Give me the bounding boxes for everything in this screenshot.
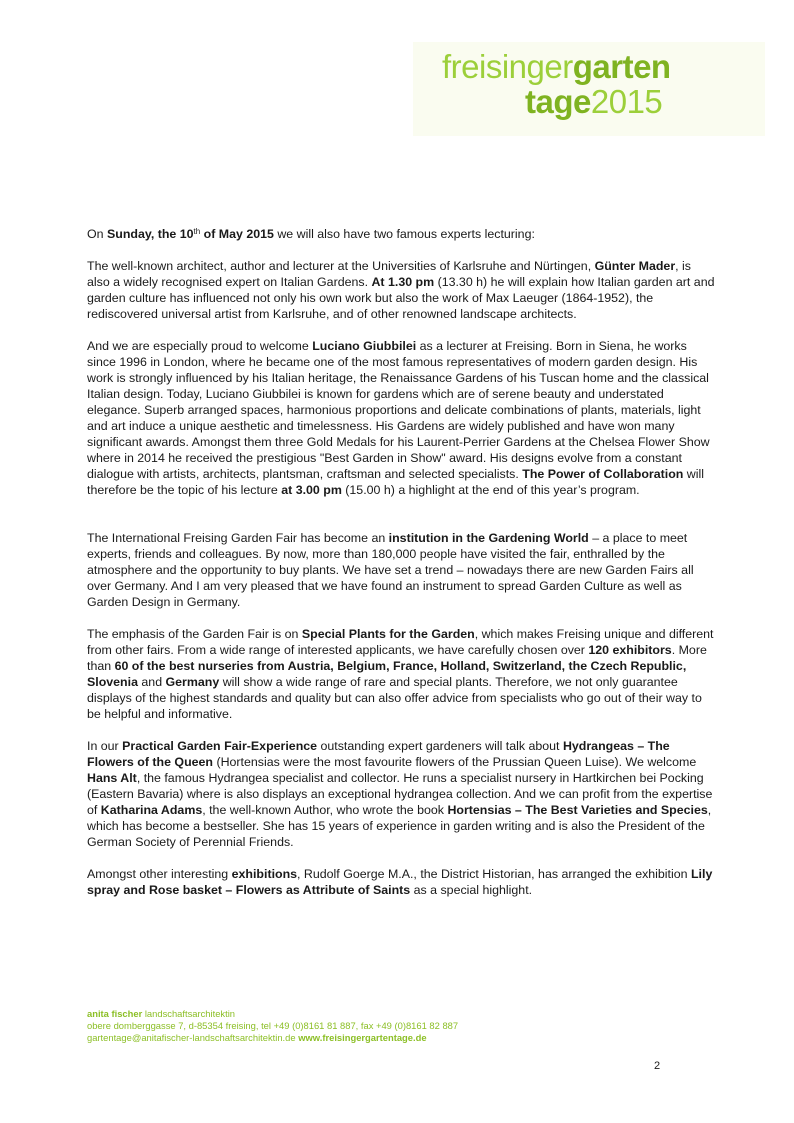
text: as a lecturer at Freising. Born in Siena, he works since 1996 in London, where he became one of the most famous representatives of modern garden design. His work is strongly influenced by his Italian heritage, the Renaissance Gardens of his Tuscan home and the classical Italian design. Today, Luciano Giubbilei is known for gardens which are of serene beauty and understated elegance. Superb arranged spaces, harmonious proportions and delicate combinations of plants, materials, light and art induce a unique aesthetic and timelessness. His Gardens are widely published and have won many significant awards. Amongst them three Gold Medals for his Laurent-Perrier Gardens at the Chelsea Flower Show where in 2014 he received the prestigious "Best Garden in Show" award. His designs evolve from a constant dialogue with artists, architects, plantsman, craftsman and selected specialists. [87,339,710,481]
logo-line-1 [442,50,671,83]
exhibition-title: Lily spray and Rose basket – Flowers as Attribute of Saints [87,867,713,897]
footer-contact-line [87,1032,458,1044]
paragraph-luciano-giubbilei [87,338,717,498]
text: (Hortensias were the most favourite flowers of the Prussian Queen Luise). We welcome [213,755,697,769]
text: (15.00 h) a highlight at the end of this year’s program. [341,483,640,497]
date-highlight: Sunday, the 10 [106,227,194,241]
text: , the well-known Author, who wrote the book [202,803,448,817]
footer-name: anita fischer [87,1008,143,1019]
lecture-title: The Power of Collaboration [522,467,684,481]
paragraph-guenter-mader [87,258,717,322]
highlight: exhibitions [231,867,298,881]
date-highlight: of May 2015 [200,227,274,241]
text: On [87,227,107,241]
text: , which makes Freising unique and different from other fairs. From a wide range of interested applicants, we have carefully chosen over [87,627,714,657]
highlight: Germany [165,675,220,689]
paragraph-hydrangeas [87,738,717,850]
speaker-name: Günter Mader [594,259,676,273]
text: will therefore be the topic of his lecture [87,467,705,497]
text: , the famous Hydrangea specialist and collector. He runs a specialist nursery in Hartkirchen bei Pocking (Eastern Bavaria) where is also displays an exceptional hydrangea collection. And we can profit from the expertise of [87,771,713,817]
logo-text-tage: tage [525,83,591,120]
text: The emphasis of the Garden Fair is on [87,627,302,641]
logo-text-freisinger: freisinger [442,48,573,85]
text: The International Freising Garden Fair has become an [87,531,389,545]
text: , Rudolf Goerge M.A., the District Historian, has arranged the exhibition [297,867,691,881]
lecture-time: at 3.00 pm [281,483,342,497]
text: And we are especially proud to welcome [87,339,313,353]
text: – a place to meet experts, friends and colleagues. By now, more than 180,000 people have visited the fair, enthralled by the atmosphere and the opportunity to buy plants. We have set a trend – nowadays there are new Garden Fairs all over Germany. And I am very pleased that we have found an instrument to spread Garden Culture as well as Garden Design in Germany. [87,531,694,609]
text: as a special highlight. [410,883,533,897]
paragraph-exhibitions [87,866,717,898]
footer-name-line [87,1008,458,1020]
freisinger-gartentage-logo [442,50,671,118]
footer-website[interactable]: www.freisingergartentage.de [298,1032,427,1044]
footer-role: landschaftsarchitektin [142,1008,235,1019]
footer [87,1008,458,1045]
text: . More than [87,643,707,673]
text: , is also a widely recognised expert on Italian Gardens. [87,259,691,289]
highlight: institution in the Gardening World [388,531,589,545]
logo-line-2 [525,85,671,118]
text: outstanding expert gardeners will talk about [317,739,563,753]
text: will show a wide range of rare and special plants. Therefore, we not only guarantee displays of the highest standards and quality but can also offer advice from specialists who go out of their way to be helpful and informative. [87,675,702,721]
paragraph-special-plants [87,626,717,722]
footer-address: obere domberggasse 7, d-85354 freising, tel +49 (0)8161 81 887, fax +49 (0)8161 82 887 [87,1020,459,1032]
document-body [87,226,717,914]
book-title: Hortensias – The Best Varieties and Species [447,803,708,817]
highlight: Special Plants for the Garden [301,627,475,641]
text: The well-known architect, author and lecturer at the Universities of Karlsruhe and Nürtingen, [87,259,595,273]
ordinal-suffix: th [193,227,201,236]
paragraph-garden-fair [87,530,717,610]
highlight: Practical Garden Fair-Experience [122,739,318,753]
intro-paragraph [87,226,717,242]
logo-text-garten: garten [572,48,671,85]
logo-text-year: 2015 [590,83,663,120]
speaker-name: Luciano Giubbilei [312,339,417,353]
text: we will also have two famous experts lecturing: [273,227,535,241]
footer-email[interactable]: gartentage@anitafischer-landschaftsarchitektin.de [87,1032,299,1044]
lecture-time: At 1.30 pm [371,275,435,289]
text: , which has become a bestseller. She has 15 years of experience in garden writing and is also the President of the German Society of Perennial Friends. [87,803,712,849]
text: In our [87,739,123,753]
highlight: 60 of the best nurseries from Austria, Belgium, France, Holland, Switzerland, the Czech Republic, Slovenia [87,659,687,689]
text: and [137,675,166,689]
text: (13.30 h) he will explain how Italian garden art and garden culture has influenced not only his own work but also the work of Max Laeuger (1864-1952), the rediscovered universal artist from Karlsruhe, and of other renowned landscape architects. [87,275,715,321]
highlight: 120 exhibitors [588,643,672,657]
highlight: Hydrangeas – The Flowers of the Queen [87,739,670,769]
speaker-name: Hans Alt [87,771,137,785]
page-number: 2 [654,1060,661,1072]
text: Amongst other interesting [87,867,232,881]
speaker-name: Katharina Adams [100,803,203,817]
